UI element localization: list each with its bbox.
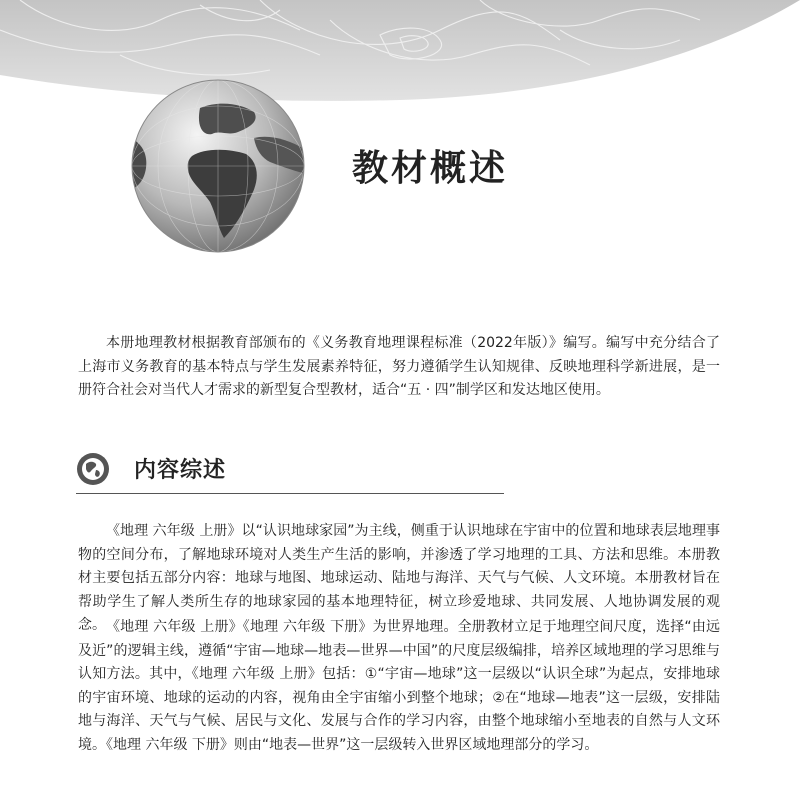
- globe-illustration: [130, 78, 306, 254]
- content-paragraph: 《地理 六年级 上册》以“认识地球家园”为主线，侧重于认识地球在宇宙中的位置和地球表层地理事物的空间分布，了解地球环境对人类生产生活的影响，并渗透了学习地理的工具、方法和思维。本册教材主要包括五部分内容：地球与地图、地球运动、陆地与海洋、天气与气候、人文环境。本册教材旨在帮助学生了解人类所生存的地球家园的基本地理特征，树立珍爱地球、共同发展、人地协调发展的观念。: [78, 523, 720, 633]
- globe-icon: [76, 452, 110, 486]
- section-title: 内容综述: [134, 458, 227, 483]
- intro-paragraph: 本册地理教材根据教育部颁布的《义务教育地理课程标准（2022年版）》编写。编写中充分结合了上海市义务教育的基本特点与学生发展素养特征，努力遵循学生认知规律、反映地理科学新进展，是一册符合社会对当代人才需求的新型复合型教材，适合“五 · 四”制学区和发达地区使用。: [78, 335, 720, 398]
- page-title: 教材概述: [352, 148, 509, 189]
- content-paragraph: 《地理 六年级 上册》《地理 六年级 下册》为世界地理。全册教材立足于地理空间尺度，选择“由远及近”的逻辑主线，遵循“宇宙—地球—地表—世界—中国”的尺度层级编排，培养区域地理的学习思维与认知方法。其中，《地理 六年级 上册》包括：①“宇宙—地球”这一层级以“认识全球”为起点，安排地球的宇宙环境、地球的运动的内容，视角由全宇宙缩小到整个地球；②在“地球—地表”这一层级，安排陆地与海洋、天气与气候、居民与文化、发展与合作的学习内容，由整个地球缩小至地表的自然与人文环境。《地理 六年级 下册》则由“地表—世界”这一层级转入世界区域地理部分的学习。: [78, 619, 720, 753]
- header-contour-band: [0, 0, 800, 140]
- section-divider: [76, 493, 504, 494]
